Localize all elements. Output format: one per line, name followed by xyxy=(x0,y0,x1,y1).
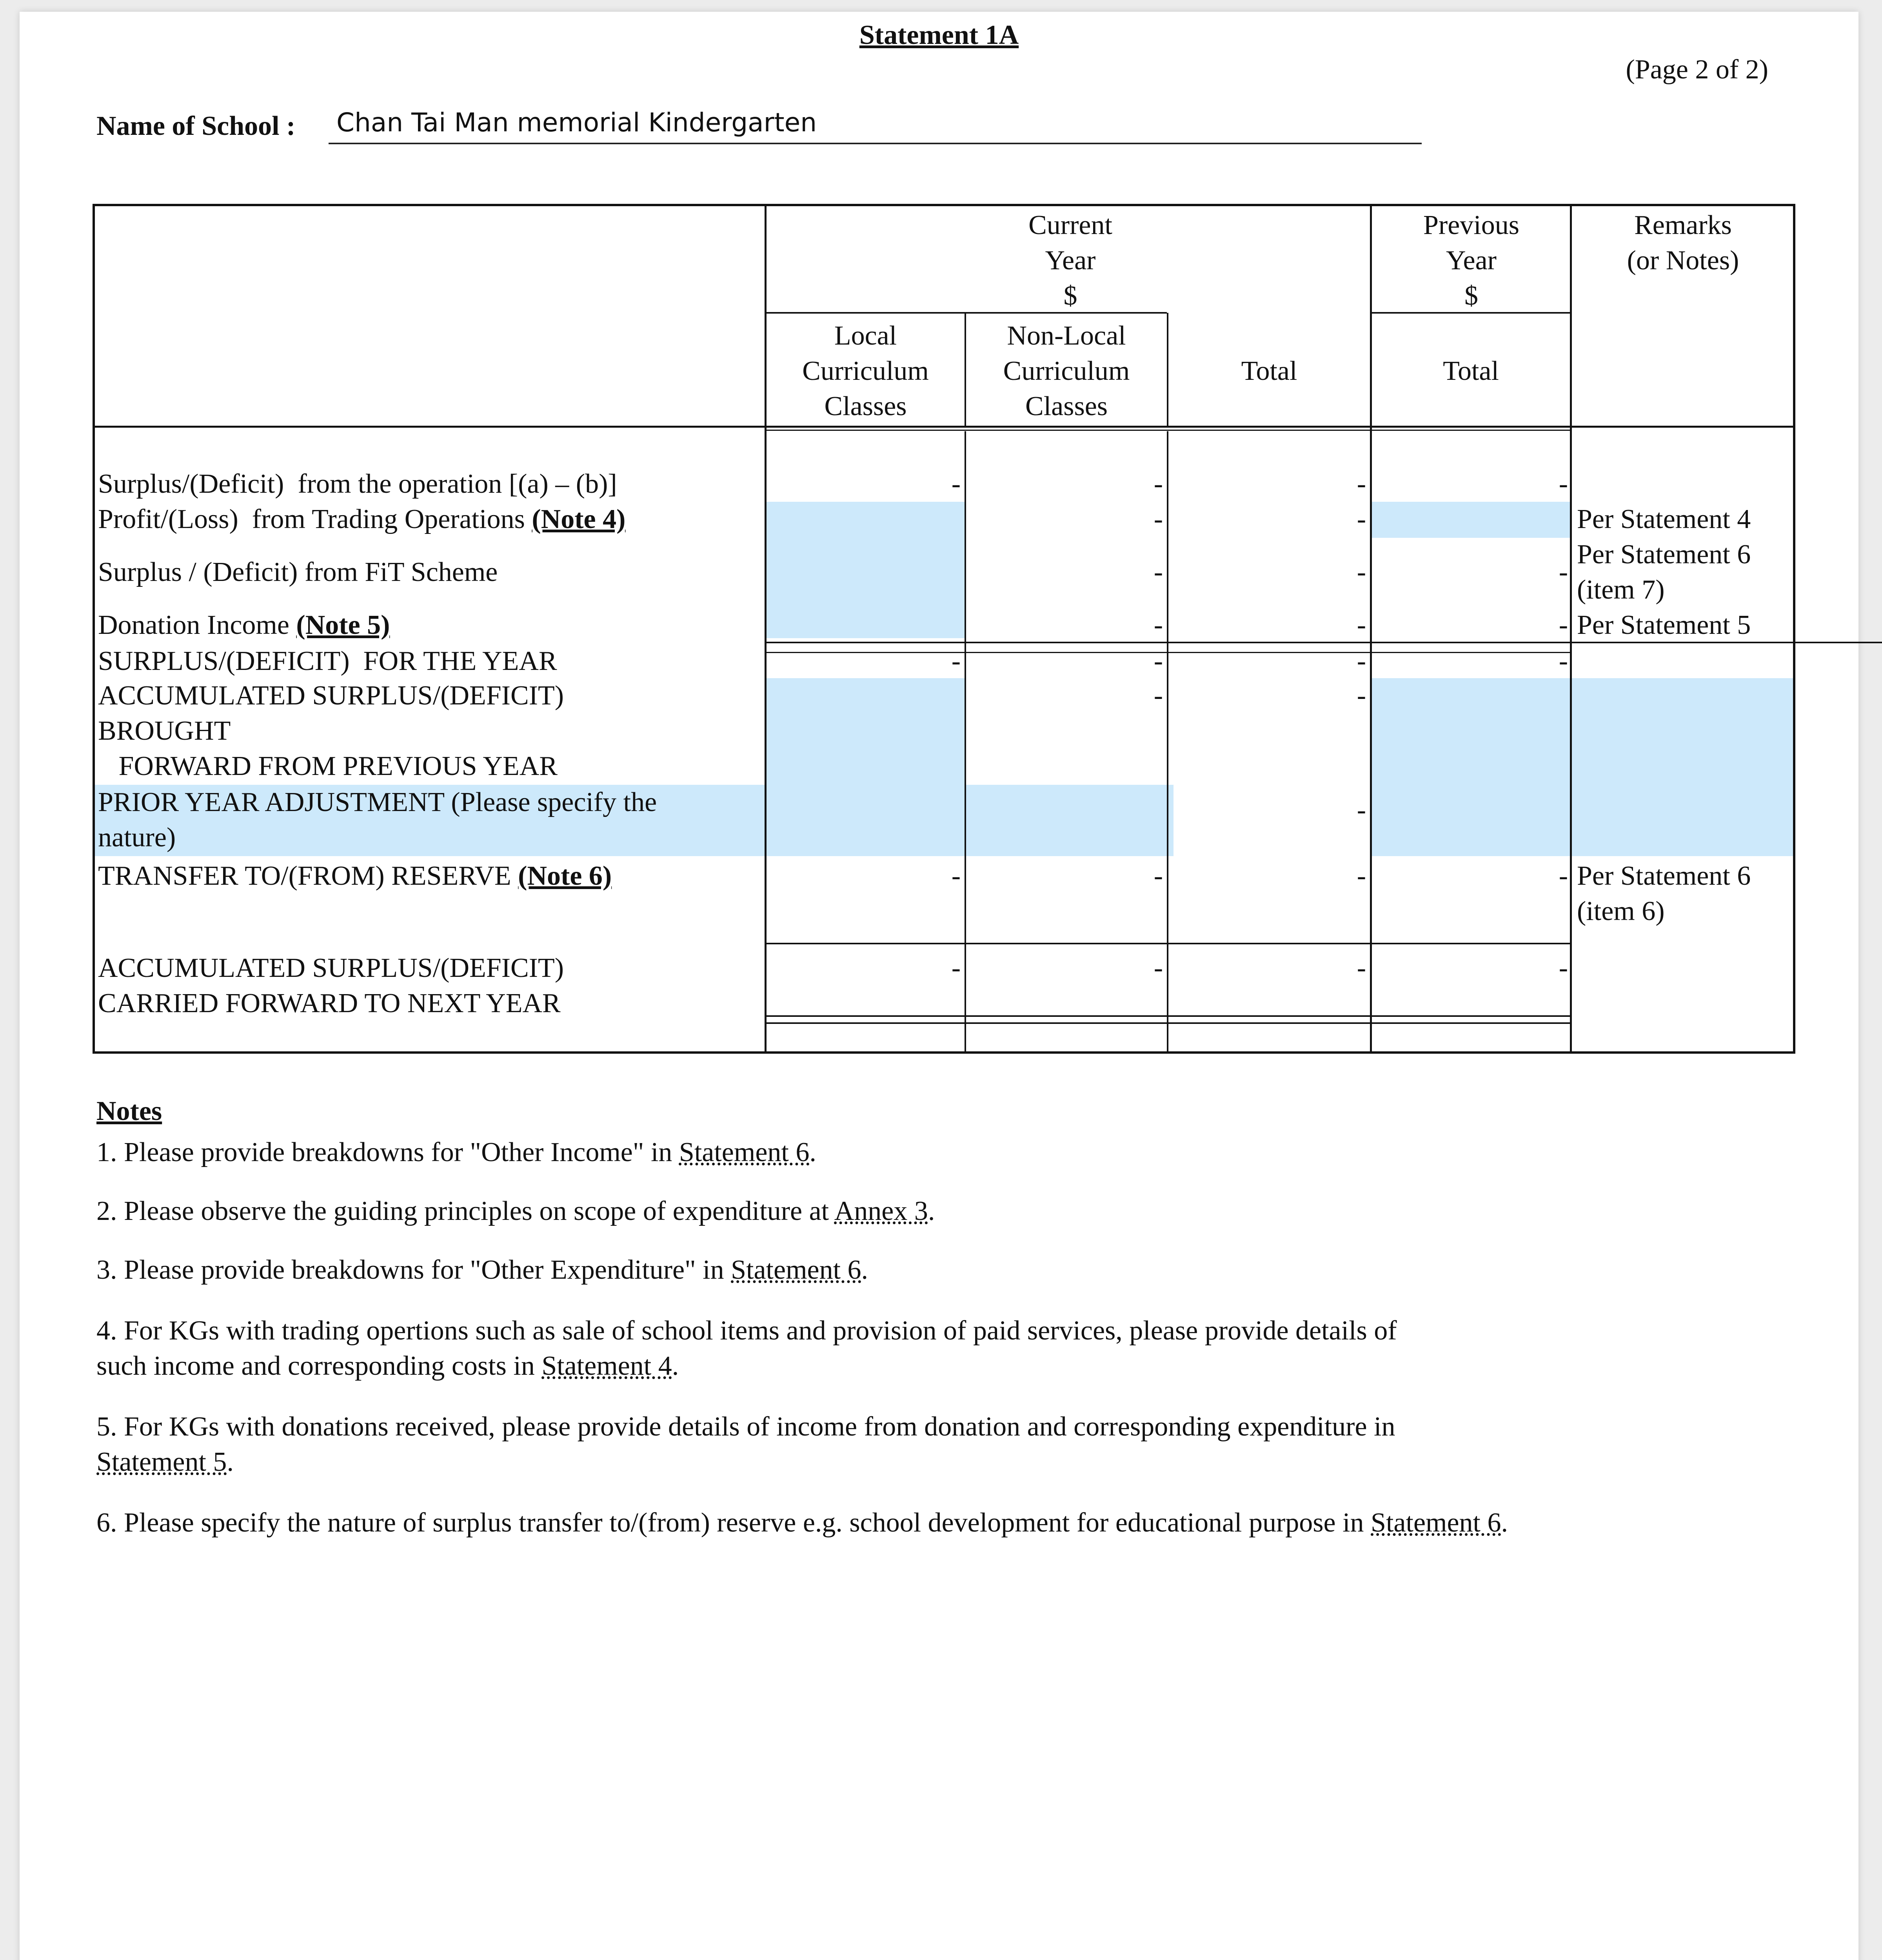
row-label-transfer-reserve: TRANSFER TO/(FROM) RESERVE (Note 6) xyxy=(98,861,612,891)
cell-value: - xyxy=(1154,504,1163,534)
row-label-operation-surplus: Surplus/(Deficit) from the operation [(a) – (b)] xyxy=(98,469,617,499)
cell-value: - xyxy=(1357,646,1366,676)
cell-value: - xyxy=(1154,681,1163,711)
row-label-surplus-for-year: SURPLUS/(DEFICIT) FOR THE YEAR xyxy=(98,646,557,676)
note-item: 2. Please observe the guiding principles on scope of expenditure at Annex 3. xyxy=(96,1196,935,1226)
note-item: 3. Please provide breakdowns for "Other Expenditure" in Statement 6. xyxy=(96,1255,868,1285)
total-double-line xyxy=(765,1015,1572,1017)
cell-value: - xyxy=(1357,469,1366,499)
cell-value: - xyxy=(1559,610,1568,640)
school-name-label: Name of School : xyxy=(96,111,296,141)
school-name-value: Chan Tai Man memorial Kindergarten xyxy=(336,107,817,138)
row-label-accumulated-carried-forward: ACCUMULATED SURPLUS/(DEFICIT) CARRIED FORWARD TO NEXT YEAR xyxy=(98,953,564,1018)
shaded-cell xyxy=(1371,678,1794,785)
header-bottom-divider xyxy=(93,426,1795,428)
row-remark: Per Statement 6 (item 7) xyxy=(1577,539,1751,605)
table-border-right xyxy=(1793,204,1795,1054)
page-indicator: (Page 2 of 2) xyxy=(1626,54,1768,85)
row-label-accumulated-brought-forward: ACCUMULATED SURPLUS/(DEFICIT) BROUGHT FORWARD FROM PREVIOUS YEAR xyxy=(98,681,564,781)
shaded-cell xyxy=(766,678,966,785)
row-label-donation-income: Donation Income (Note 5) xyxy=(98,610,390,640)
cell-value: - xyxy=(1559,953,1568,983)
note-item: 6. Please specify the nature of surplus transfer to/(from) reserve e.g. school development for educational purpose in Statement 6. xyxy=(96,1508,1508,1538)
table-border-top xyxy=(93,204,1795,206)
note-link[interactable]: Statement 6 xyxy=(679,1137,810,1167)
shaded-cell xyxy=(1371,785,1794,856)
header-previous-total: Total xyxy=(1443,356,1499,386)
cell-value: - xyxy=(1154,610,1163,640)
notes-title: Notes xyxy=(96,1096,162,1126)
cell-value: - xyxy=(1154,557,1163,587)
total-double-line xyxy=(765,1022,1572,1024)
note-item: 1. Please provide breakdowns for "Other Income" in Statement 6. xyxy=(96,1137,816,1167)
header-total: Total xyxy=(1241,356,1297,386)
school-name-field[interactable] xyxy=(329,107,1422,144)
document-page xyxy=(20,12,1858,1960)
note-item: 4. For KGs with trading opertions such as sale of school items and provision of paid services, please provide details of such income and corresponding costs in Statement 4. xyxy=(96,1316,1397,1381)
note-item: 5. For KGs with donations received, please provide details of income from donation and corresponding expenditure in Statement 5. xyxy=(96,1412,1395,1477)
table-border-left xyxy=(93,204,95,1054)
shaded-cell xyxy=(1371,502,1571,538)
cell-value: - xyxy=(1559,861,1568,891)
cell-value: - xyxy=(1357,557,1366,587)
note-link[interactable]: Statement 6 xyxy=(731,1255,861,1285)
cell-value: - xyxy=(1559,646,1568,676)
shaded-cell xyxy=(766,502,966,638)
header-remarks: Remarks (or Notes) xyxy=(1627,210,1739,276)
cell-value: - xyxy=(1357,861,1366,891)
cell-value: - xyxy=(1357,681,1366,711)
cell-value: - xyxy=(1357,953,1366,983)
note-link[interactable]: Statement 6 xyxy=(1371,1508,1501,1538)
header-local-curriculum: Local Curriculum Classes xyxy=(802,321,929,421)
row-remark: Per Statement 6 (item 6) xyxy=(1577,861,1751,926)
cell-value: - xyxy=(951,646,961,676)
cell-value: - xyxy=(1154,469,1163,499)
cell-value: - xyxy=(1154,953,1163,983)
cell-value: - xyxy=(951,469,961,499)
note-link[interactable]: Statement 4 xyxy=(541,1351,672,1381)
cell-value: - xyxy=(1357,795,1366,825)
header-non-local-curriculum: Non-Local Curriculum Classes xyxy=(1003,321,1130,421)
row-label-fit-scheme: Surplus / (Deficit) from FiT Scheme xyxy=(98,557,498,587)
row-remark: Per Statement 5 xyxy=(1577,610,1751,640)
note-link[interactable]: Annex 3 xyxy=(834,1196,928,1226)
header-previous-year: Previous Year $ xyxy=(1423,210,1519,311)
cell-value: - xyxy=(1154,861,1163,891)
statement-title: Statement 1A xyxy=(859,20,1019,50)
row-divider xyxy=(765,430,1572,431)
cell-value: - xyxy=(1154,646,1163,676)
row-divider xyxy=(765,943,1572,944)
column-divider xyxy=(1570,204,1572,1054)
cell-value: - xyxy=(1357,610,1366,640)
row-label-trading-operations: Profit/(Loss) from Trading Operations (Note 4) xyxy=(98,504,626,534)
row-remark: Per Statement 4 xyxy=(1577,504,1751,534)
note-link[interactable]: Statement 5 xyxy=(96,1447,227,1477)
cell-value: - xyxy=(951,861,961,891)
cell-value: - xyxy=(1357,504,1366,534)
cell-value: - xyxy=(951,953,961,983)
row-label-prior-year-adjustment: PRIOR YEAR ADJUSTMENT (Please specify the nature) xyxy=(98,787,657,853)
table-border-bottom xyxy=(93,1051,1795,1054)
header-current-year: Current Year $ xyxy=(1028,210,1112,311)
cell-value: - xyxy=(1559,469,1568,499)
cell-value: - xyxy=(1559,557,1568,587)
